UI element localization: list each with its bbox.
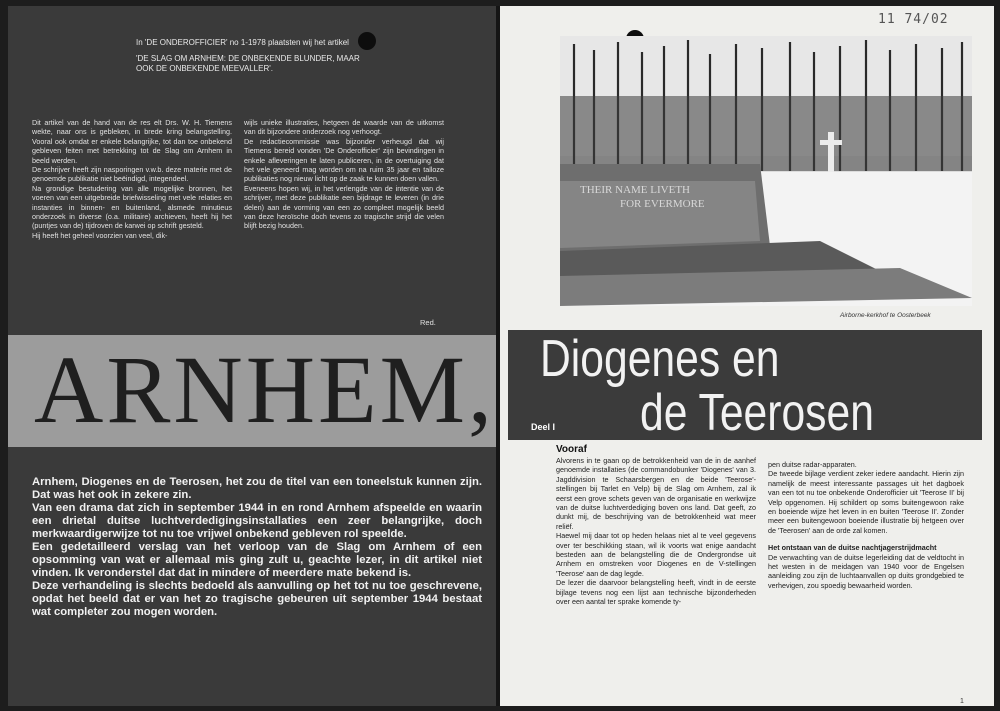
editorial-column-1 [32, 118, 232, 240]
paragraph: De tweede bijlage verdient zeker iedere aandacht. Hierin zijn namelijk de meest interessante passages uit het dagboek van een tot nu toe onbekende Onderofficier uit 'Teerose II' bij Velp opgenomen. Hij schildert op soms buitengewoon rake en boeiende wijze het leven in en buiten 'Teerose II'. Zonder meer een buitengewoon boeiende illustratie bij hetgeen over de 'Teerosen' aan de orde zal komen. [768, 469, 964, 535]
paragraph: Haewel mij daar tot op heden helaas niet al te veel gegevens over ter beschikking staan, wil ik voorts wat enige aandacht besteden aan de belangstelling die de Ondergrondse uit Arnhem en omstreken voor Diogenes en de V-stellingen 'Teerose' aan de dag legde. [556, 531, 756, 578]
arnhem-title: ARNHEM, [34, 336, 496, 443]
page-number: 1 [960, 698, 964, 705]
paragraph: Hij heeft het geheel voorzien van veel, dik- [32, 230, 168, 240]
lead-text [32, 476, 482, 619]
paragraph: Na grondige bestudering van alle mogelijke bronnen, het voeren van een uitgebreide briefwisseling met vele relaties en instanties in binnen- en buitenland, alsmede minutieus onderzoek in diverse (o.a. militaire) archieven, heeft hij het (puntjes van de) tijdroven de karwei op schrift gesteld. [32, 183, 232, 231]
cemetery-photo [560, 36, 972, 306]
lead-paragraph: Arnhem, Diogenes en de Teerosen, het zou de titel van een toneelstuk kunnen zijn. Dat was het ook in zekere zin. [32, 476, 482, 501]
paragraph: Alvorens in te gaan op de betrokkenheid van de in de aanhef genoemde installaties (de commandobunker 'Diogenes' van 3. Jagddivision te Schaarsbergen en de beide 'Teerose'-stellingen bij Tarlet en Velp) bij de Slag om Arnhem, zal ik eerst een grove schets geven van de organisatie en werkwijze van de duitse luchtverdediging boven ons land. Dat geeft, zo dunkt mij, de beschrijving van de betrokkenheid wat meer reliëf. [556, 456, 756, 531]
intro-block [136, 38, 366, 80]
title-line-1: Diogenes en [540, 330, 780, 388]
paragraph: De lezer die daarvoor belangstelling heeft, vindt in de eerste bijlage tevens nog een lijst aan technische bijzonderheden over een aantal ter sprake komende ty- [556, 578, 756, 607]
intro-headline: 'DE SLAG OM ARNHEM: DE ONBEKENDE BLUNDER, MAAR OOK DE ONBEKENDE MEEVALLER'. [136, 54, 360, 73]
article-column-1 [556, 456, 756, 607]
lead-paragraph: Deze verhandeling is slechts bedoeld als aanvulling op het tot nu toe geschrevene, opdat het beeld dat er van het zo tragische gebeuren uit september 1944 bestaat wat completer zou mogen worden. [32, 580, 482, 618]
inscription-line-1: THEIR NAME LIVETH [580, 184, 690, 196]
article-column-2 [768, 460, 964, 590]
editorial-column-2 [244, 118, 444, 231]
paragraph: De verwachting van de duitse legerleiding dat de veldtocht in het westen in de meidagen van 1940 voor de Engelsen aanleiding zou zijn de luchtaanvallen op duits grondgebied te verhevigen, zou spoedig bewaarheid worden. [768, 552, 964, 590]
lead-paragraph: Van een drama dat zich in september 1944 in en rond Arnhem afspeelde en waarin een drietal duitse luchtverdedigingsinstallaties een zeer belangrijke, doch merkwaardigerwijze tot nu toe vrijwel onbekend gebleven rol speelde. [32, 502, 482, 540]
paragraph: De schrijver heeft zijn nasporingen v.w.b. deze materie met de genoemde publikatie niet beëindigd, integendeel. [32, 165, 232, 184]
paragraph: Dit artikel van de hand van de res elt Drs. W. H. Tiemens wekte, naar ons is gebleken, in brede kring belangstelling. Vooral ook omdat er enkele belangrijke, tot dan toe onbekend gebleven feiten met betrekking tot de Slag om Arnhem in beeld werden. [32, 118, 232, 165]
paragraph: De redactiecommissie was bijzonder verheugd dat wij Tiemens bereid vonden 'De Onderofficier' zijn bevindingen in enkele afleveringen te laten publiceren, in de overtuiging dat het vele geneerd mag worden om na ruim 35 jaar en talloze publikaties nog nieuw licht op de zaak te kunnen doen vallen. [244, 136, 444, 184]
photo-caption: Airborne-kerkhof te Oosterbeek [840, 312, 931, 319]
subheading: Het ontstaan van de duitse nachtjagerstrijdmacht [768, 543, 937, 553]
inscription-line-2: FOR EVERMORE [620, 198, 705, 210]
section-heading: Vooraf [556, 444, 587, 455]
page-fold [496, 6, 500, 706]
paragraph: Eveneens hopen wij, in het verlengde van de intentie van de schrijver, met deze publikatie een bijdrage te leveren (in drie delen) aan de vorming van een zo compleet mogelijk beeld van deze heroïsche doch tevens zo tragische strijd die velen blijft bezig houden. [244, 183, 444, 231]
title-line-2: de Teerosen [640, 384, 874, 442]
paragraph: pen duitse radar-apparaten. [768, 460, 857, 469]
lead-paragraph: Een gedetailleerd verslag van het verloop van de Slag om Arnhem of een opsomming van wat er allemaal mis ging zult u, geachte lezer, in dit artikel niet vinden. Ik veronderstel dat dat in mindere of meerdere mate bekend is. [32, 541, 482, 579]
editorial-signoff: Red. [420, 318, 436, 327]
intro-note: In 'DE ONDEROFFICIER' no 1-1978 plaatsten wij het artikel [136, 38, 349, 47]
archive-number: 11 74/02 [878, 12, 949, 27]
paragraph: wijls unieke illustraties, hetgeen de waarde van de uitkomst van dit bijzondere onderzoek nog verhoogt. [244, 118, 444, 137]
part-label: Deel I [531, 422, 556, 432]
